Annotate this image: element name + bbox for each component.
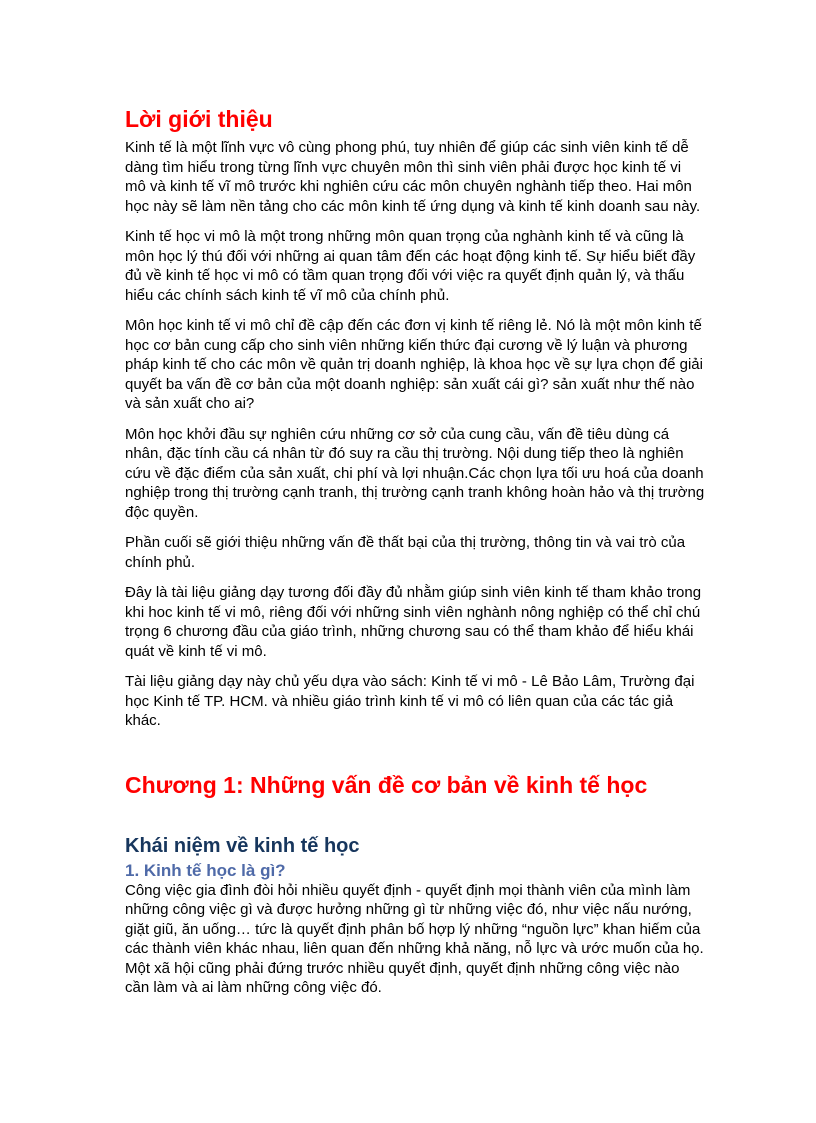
intro-title: Lời giới thiệu [125,106,273,132]
intro-paragraph-7: Tài liệu giảng dạy này chủ yếu dựa vào sách: Kinh tế vi mô - Lê Bảo Lâm, Trường đại học Kinh tế TP. HCM. và nhiều giáo trình kinh tế vi mô có liên quan của các tác giả khác. [125,673,695,729]
intro-paragraph-6: Đây là tài liệu giảng dạy tương đối đầy đủ nhằm giúp sinh viên kinh tế tham khảo trong khi hoc kinh tế vi mô, riêng đối với những sinh viên nghành nông nghiệp có thể chỉ chú trọng 6 chương đầu của giáo trình, những chương sau có thể tham khảo để hiểu khái quát về kinh tế vi mô. [125,584,702,660]
intro-paragraph-5: Phần cuối sẽ giới thiệu những vấn đề thất bại của thị trường, thông tin và vai trò của chính phủ. [125,534,686,571]
intro-paragraph-2: Kinh tế học vi mô là một trong những môn quan trọng của nghành kinh tế và cũng là môn học lý thú đối với những ai quan tâm đến các hoạt động kinh tế. Sự hiểu biết đầy đủ về kinh tế học vi mô có tầm quan trọng đối với việc ra quyết định quản lý, và thấu hiểu các chính sách kinh tế vĩ mô của chính phủ. [125,228,696,304]
intro-paragraph-3: Môn học kinh tế vi mô chỉ đề cập đến các đơn vị kinh tế riêng lẻ. Nó là một môn kinh tế học cơ bản cung cấp cho sinh viên những kiến thức đại cương về lý luận và phương pháp kinh tế cho các môn về quản trị doanh nghiệp, là khoa học về sự lựa chọn để giải quyết ba vấn đề cơ bản của một doanh nghiệp: sản xuất cái gì? sản xuất như thế nào và sản xuất cho ai? [125,317,703,412]
document-page [125,104,705,998]
chapter-paragraph: Công việc gia đình đòi hỏi nhiều quyết định - quyết định mọi thành viên của mình làm những công việc gì và được hưởng những gì từ những việc đó, như việc nấu nướng, giặt giũ, ăn uống… tức là quyết định phân bố hợp lý những “nguồn lực” khan hiếm của các thành viên khác nhau, liên quan đến những khả năng, nỗ lực và ước muốn của họ. Một xã hội cũng phải đứng trước nhiều quyết định, quyết định những công việc nào cần làm và ai làm những công việc đó. [125,881,704,996]
section-title: Khái niệm về kinh tế học [125,834,360,857]
chapter-title: Chương 1: Những vấn đề cơ bản về kinh tế học [125,771,648,798]
intro-paragraph-4: Môn học khởi đầu sự nghiên cứu những cơ sở của cung cầu, vấn đề tiêu dùng cá nhân, đặc tính cầu cá nhân từ đó suy ra cầu thị trường. Nội dung tiếp theo là nghiên cứu về đặc điểm của sản xuất, chi phí và lợi nhuận.Các chọn lựa tối ưu hoá của doanh nghiệp trong thị trường cạnh tranh, thị trường cạnh tranh không hoàn hảo và thị trường độc quyền. [125,425,705,521]
subsection-title: 1. Kinh tế học là gì? [125,860,286,880]
intro-paragraph-1: Kinh tế là một lĩnh vực vô cùng phong phú, tuy nhiên để giúp các sinh viên kinh tế dễ dàng tìm hiểu trong từng lĩnh vực chuyên môn thì sinh viên phải được học kinh tế vi mô và kinh tế vĩ mô trước khi nghiên cứu các môn chuyên nghành tiếp theo. Hai môn học này sẽ làm nền tảng cho các môn kinh tế ứng dụng và kinh tế kinh doanh sau này. [125,139,701,215]
